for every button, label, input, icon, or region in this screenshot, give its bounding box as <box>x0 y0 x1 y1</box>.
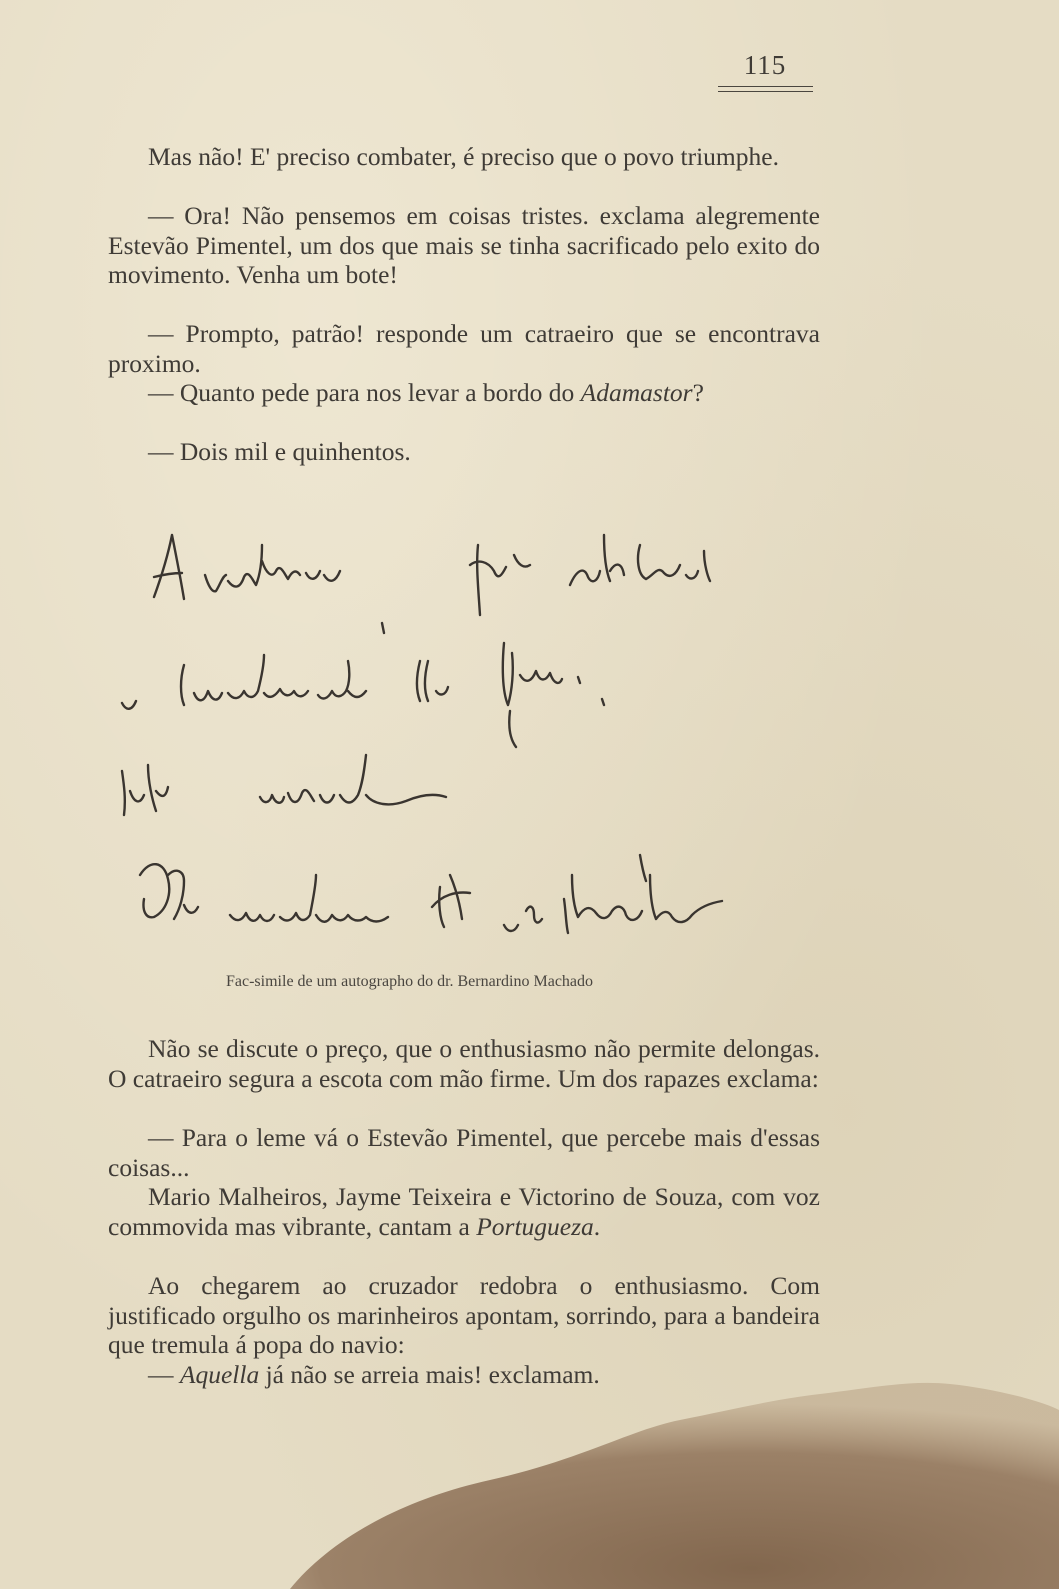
paragraph-5: — Dois mil e quinhentos. <box>148 437 411 466</box>
paragraph-4-text: — Quanto pede para nos levar a bordo do <box>148 378 581 407</box>
paragraph-8-end: . <box>593 1211 601 1241</box>
paragraph-7: — Para o leme vá o Estevão Pimentel, que percebe mais d'essas coisas... <box>108 1123 820 1182</box>
paragraph-6: Não se discute o preço, que o enthusiasmo não permite delongas. O catraeiro segura a escota com mão firme. Um dos rapazes exclama: <box>108 1034 820 1093</box>
water-stain <box>250 1370 1059 1589</box>
paragraph-8 <box>108 1182 820 1241</box>
paragraph-8-text: Mario Malheiros, Jayme Teixeira e Victorino de Souza, com voz commovida mas vibrante, cantam a <box>108 1182 820 1241</box>
paragraph-10-end: já não se arreia mais! exclamam. <box>259 1360 600 1389</box>
paragraph-3: — Prompto, patrão! responde um catraeiro que se encontrava proximo. <box>108 319 820 378</box>
paragraph-4-end: ? <box>692 378 704 407</box>
ship-name: Adamastor <box>580 378 693 407</box>
paragraph-4 <box>108 378 820 408</box>
paragraph-9: Ao chegarem ao cruzador redobra o enthusiasmo. Com justificado orgulho os marinheiros apontam, sorrindo, para a bandeira que tremula á popa do navio: <box>108 1271 820 1359</box>
page-number: 115 <box>743 50 787 80</box>
paragraph-1: Mas não! E' preciso combater, é preciso que o povo triumphe. <box>148 142 779 171</box>
paragraph-2: — Ora! Não pensemos em coisas tristes. exclama alegremente Estevão Pimentel, um dos que mais se tinha sacrificado pelo exito do movimento. Venha um bote! <box>108 201 820 289</box>
handwritten-signature <box>110 515 790 955</box>
paragraph-10-dash: — <box>148 1360 180 1389</box>
song-title: Portugueza <box>476 1211 594 1241</box>
page-number-rule <box>718 86 813 92</box>
figure-caption: Fac-simile de um autographo do dr. Bernardino Machado <box>226 973 594 990</box>
emphasis-aquella: Aquella <box>179 1360 260 1389</box>
